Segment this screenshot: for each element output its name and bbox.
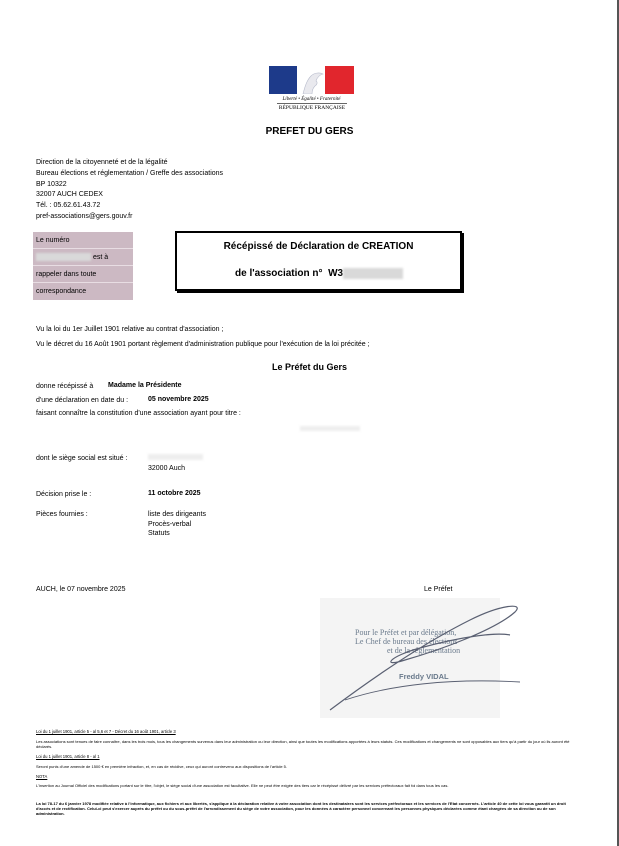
signer-name: Freddy VIDAL [399, 672, 449, 681]
list-item: Statuts [148, 530, 170, 537]
reference-line: correspondance [36, 288, 87, 295]
sender-address [36, 158, 223, 223]
reference-number-box [33, 232, 133, 300]
redacted-seat-address [148, 454, 203, 460]
association-number-label: de l'association n° [235, 268, 323, 280]
receipt-title-box [175, 231, 462, 291]
redacted-number [36, 253, 91, 261]
receipt-recipient: Madame la Présidente [108, 382, 182, 389]
redacted-association-number [343, 268, 403, 279]
purpose-label: faisant connaître la constitution d'une association ayant pour titre : [36, 410, 241, 417]
association-number-value: W3 [328, 268, 344, 280]
legal-reference-2: Vu le décret du 16 Août 1901 portant règlement d'administration publique pour l'exécution de la loi précitée ; [36, 341, 370, 348]
seat-city: 32000 Auch [148, 465, 185, 472]
footer-text-4: La loi 78-17 du 6 janvier 1978 modifiée relative à l'informatique, aux fichiers et aux libertés, s'applique à la déclaration relative à votre association dont les destinataires sont les services préfectoraux et les services de l'Etat concernés. L'article 40 de cette loi vous garantit un droit d'accès et de rectification. Celui-ci peut s'exercer auprès du préfet ou du sous-préfet de l'arrondissement du siège de votre association, pour les données à caractère personnel concernant les personnes physiques déclarées comme étant chargées de sa direction ou de son administration. [36, 801, 566, 816]
stamp-line: Pour le Préfet et par délégation, [355, 628, 457, 637]
association-number [235, 268, 403, 279]
marianne-logo [269, 66, 354, 111]
footer-nota-label: NOTA [36, 774, 48, 779]
footer-text-2: Seront punis d'une amende de 1500 € en première infraction, et, en cas de récidive, ceux qui auront contrevenu aux dispositions de l'article 5. [36, 764, 288, 769]
address-line: Bureau élections et réglementation / Greffe des associations [36, 169, 224, 177]
reference-line: Le numéro [33, 232, 133, 249]
reference-line: rappeler dans toute [33, 266, 133, 283]
address-line: 32007 AUCH CEDEX [36, 191, 103, 199]
prefect-heading: Le Préfet du Gers [271, 362, 348, 372]
republic-name: RÉPUBLIQUE FRANÇAISE [278, 105, 346, 111]
place-date: AUCH, le 07 novembre 2025 [36, 586, 126, 593]
tricolor-flag-icon [269, 66, 354, 94]
declaration-date: 05 novembre 2025 [148, 396, 209, 403]
reference-line [33, 249, 133, 266]
footer-reference-1: Loi du 1 juillet 1901, article 5 - al 5,6 et 7 - Décret du 16 août 1901, article 3 [36, 729, 176, 734]
address-line: Direction de la citoyenneté et de la légalité [36, 159, 168, 166]
stamp-line: Le Chef de bureau des élections [355, 637, 458, 646]
handwritten-signature [310, 590, 540, 720]
signer-title: Le Préfet [424, 586, 453, 593]
decision-label: Décision prise le : [36, 491, 92, 498]
stamp-line: et de la réglementation [387, 646, 461, 655]
reference-line-suffix: est à [92, 254, 109, 261]
declaration-date-label: d'une déclaration en date du : [36, 397, 129, 404]
pieces-label: Pièces fournies : [36, 511, 88, 518]
footer-reference-2: Loi du 1 juillet 1901, article 8 - al 1 [36, 754, 100, 759]
decision-date: 11 octobre 2025 [148, 490, 201, 497]
list-item: liste des dirigeants [148, 511, 206, 518]
address-line: Tél. : 05.62.61.43.72 [36, 202, 101, 210]
seat-label: dont le siège social est situé : [36, 455, 128, 462]
receipt-title: Récépissé de Déclaration de CREATION [223, 241, 414, 252]
republic-motto: Liberté • Égalité • Fraternité [282, 97, 341, 102]
page-title: PREFET DU GERS [265, 126, 354, 137]
address-email: pref-associations@gers.gouv.fr [36, 212, 133, 220]
legal-reference-1: Vu la loi du 1er Juillet 1901 relative au contrat d'association ; [36, 326, 224, 333]
redacted-association-title [300, 426, 360, 431]
footer-text-3: L'insertion au Journal Officiel des modifications portant sur le titre, l'objet, le siège social d'une association est facultative. Elle ne peut être exigée des tiers car le récépissé délivré par les services préfectoraux fait foi dans tous les cas. [36, 783, 449, 788]
address-line: BP 10322 [36, 180, 67, 188]
receipt-label: donne récépissé à [36, 383, 94, 390]
pieces-list [148, 510, 206, 539]
footer-text-1: Les associations sont tenues de faire connaître, dans les trois mois, tous les changements survenus dans leur administration ou leur direction, ainsi que toutes les modifications apportées à leurs statuts. Ces modifications et changements ne sont opposables aux tiers qu'à partir du jour où ils auront été déclarés. [36, 739, 570, 749]
marianne-profile-icon [297, 66, 325, 94]
list-item: Procès-verbal [148, 520, 192, 528]
